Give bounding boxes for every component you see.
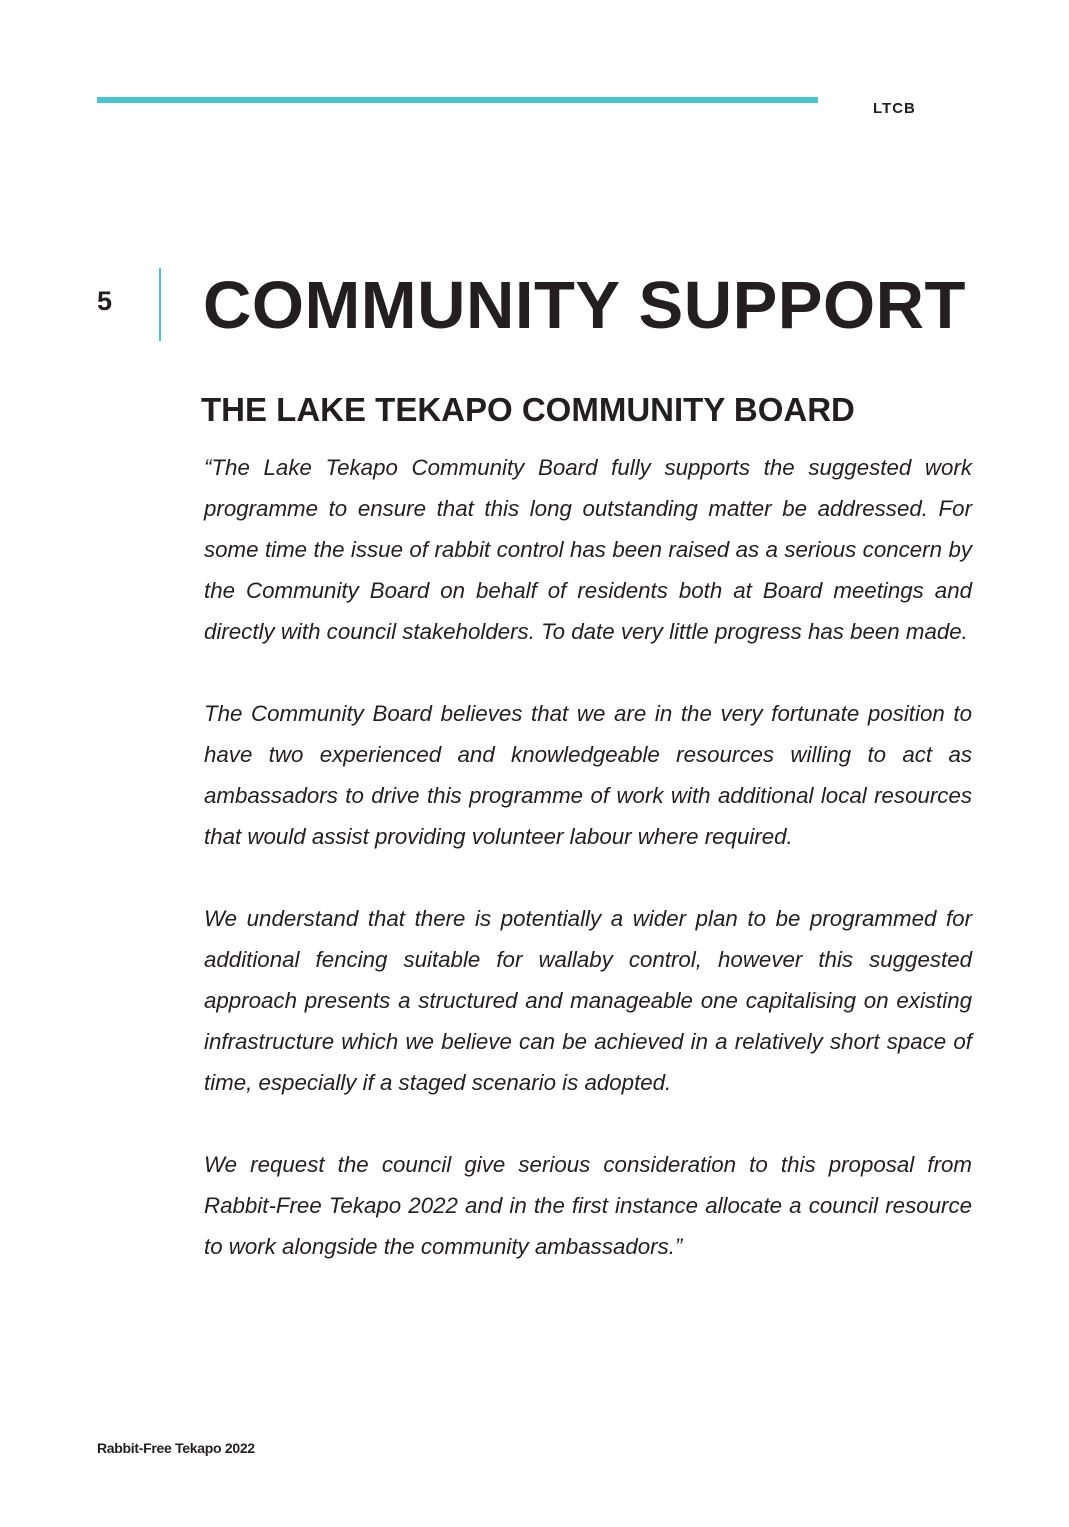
paragraph: We request the council give serious consideration to this proposal from Rabbit-Free Tekapo 2022 and in the first instance allocate a council resource to work alongside the community ambassadors.” [204, 1152, 972, 1259]
paragraph: “The Lake Tekapo Community Board fully supports the suggested work programme to ensure that this long outstanding matter be addressed. For some time the issue of rabbit control has been raised as a serious concern by the Community Board on behalf of residents both at Board meetings and directly with council stakeholders. To date very little progress has been made. [204, 455, 972, 644]
page-title: COMMUNITY SUPPORT [203, 268, 966, 343]
paragraph: We understand that there is potentially a wider plan to be programmed for additional fencing suitable for wallaby control, however this suggested approach presents a structured and manageable one capitalising on existing infrastructure which we believe can be achieved in a relatively short space of time, especially if a staged scenario is adopted. [204, 906, 972, 1095]
footer-text: Rabbit-Free Tekapo 2022 [97, 1440, 255, 1456]
section-subtitle: THE LAKE TEKAPO COMMUNITY BOARD [201, 391, 855, 428]
section-number: 5 [97, 286, 113, 316]
section-divider [159, 268, 161, 341]
header-accent-bar [97, 97, 818, 103]
org-abbrev: LTCB [873, 100, 916, 117]
paragraph: The Community Board believes that we are in the very fortunate position to have two experienced and knowledgeable resources willing to act as ambassadors to drive this programme of work with additional local resources that would assist providing volunteer labour where required. [204, 701, 972, 849]
quote-body [204, 447, 972, 1308]
